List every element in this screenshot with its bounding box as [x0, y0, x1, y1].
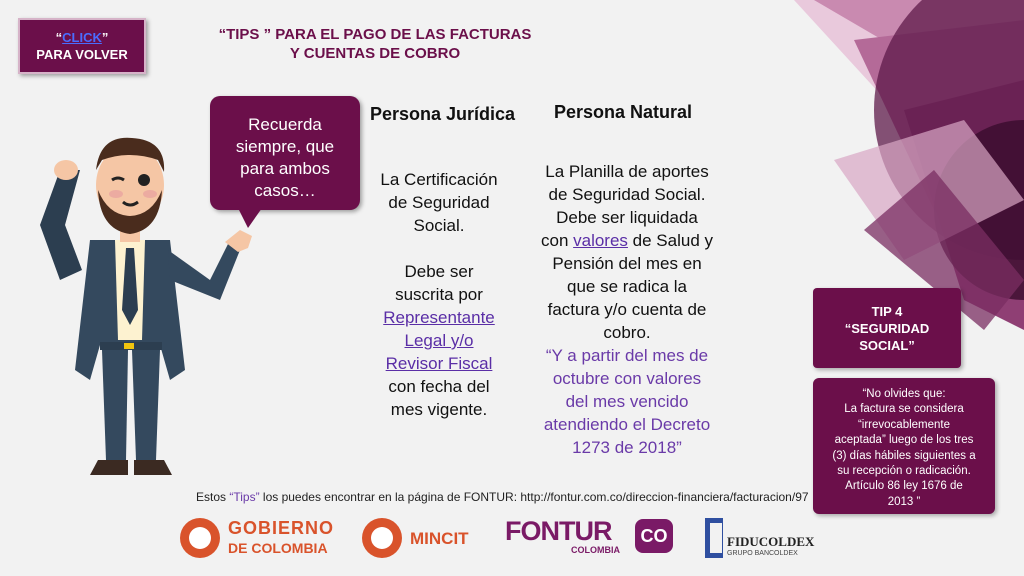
valores-link[interactable]: valores — [573, 231, 628, 250]
fontur-logo: FONTUR COLOMBIA CO — [505, 516, 675, 560]
legal-link[interactable]: Legal y/o — [404, 331, 474, 350]
speech-bubble-tail — [238, 208, 262, 228]
co-badge: CO — [635, 519, 673, 553]
gobierno-logo: GOBIERNO DE COLOMBIA — [180, 516, 340, 560]
juridica-text: La Certificación de Seguridad Social. Debe ser suscrita por Representante Legal y/o Revisor Fiscal con fecha del mes vigente. — [380, 170, 498, 419]
speech-bubble: Recuerda siempre, que para ambos casos… — [210, 96, 360, 210]
fiducoldex-logo: FIDUCOLDEX GRUPO BANCOLDEX — [705, 516, 825, 560]
representante-link[interactable]: Representante — [383, 308, 495, 327]
page-title: “TIPS ” PARA EL PAGO DE LAS FACTURAS Y CUENTAS DE COBRO — [218, 26, 532, 62]
back-button[interactable] — [18, 18, 146, 74]
revisor-fiscal-link[interactable]: Revisor Fiscal — [385, 354, 493, 373]
natural-text: La Planilla de aportes de Seguridad Social. Debe ser liquidada con valores de Salud y Pensión del mes en que se radica la factura y/o cuenta de cobro. “Y a partir del mes de octubre con valores del mes vencido atendiendo el Decreto 1273 de 2018” — [540, 162, 713, 457]
juridica-heading: Persona Jurídica — [370, 104, 516, 124]
natural-heading: Persona Natural — [554, 102, 693, 122]
tip-box: TIP 4 “SEGURIDAD SOCIAL” — [813, 288, 961, 368]
click-link[interactable]: CLICK — [62, 30, 102, 45]
back-button-line2: PARA VOLVER — [36, 47, 128, 62]
mincit-logo: MINCIT — [362, 516, 482, 560]
note-box: “No olvides que: La factura se considera “irrevocablemente aceptada” luego de los tres (3) días hábiles siguientes a su recepción o radicación. Artículo 86 ley 1676 de 2013 ” — [813, 378, 995, 514]
footer-note: Estos “Tips” los puedes encontrar en la página de FONTUR: http://fontur.com.co/direccion-financiera/facturacion/97 — [196, 490, 809, 504]
back-button-line1[interactable]: “CLICK” — [55, 30, 109, 45]
